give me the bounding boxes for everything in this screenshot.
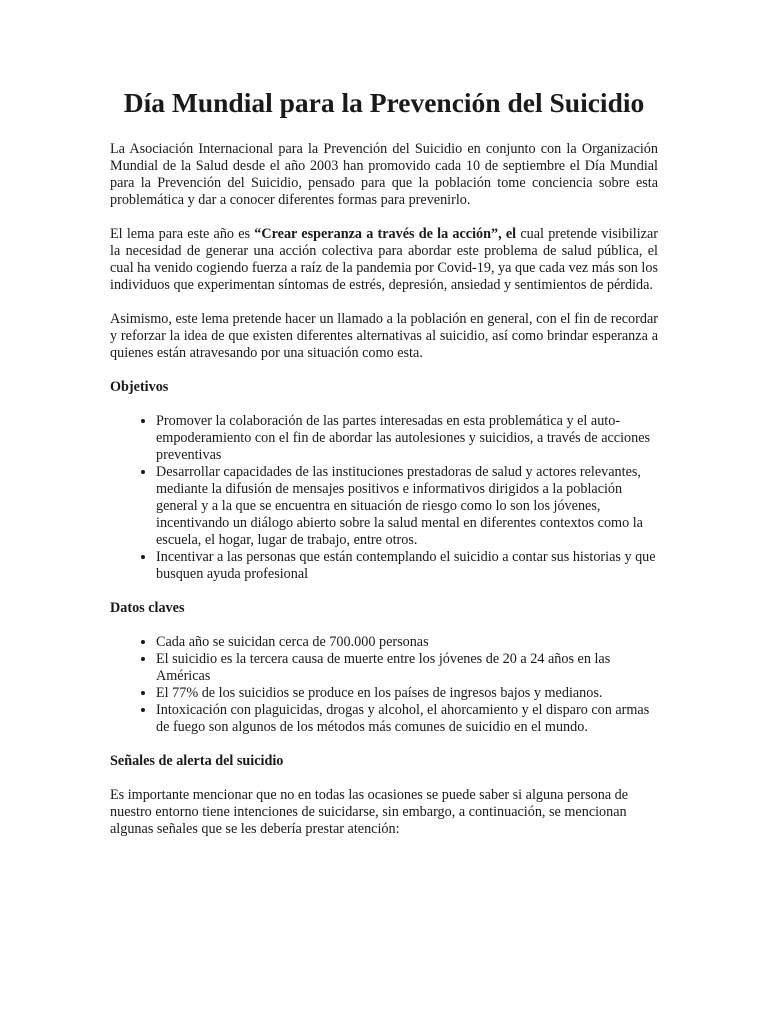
list-item: • El 77% de los suicidios se produce en los países de ingresos bajos y medianos. [156,685,658,702]
lema-text-after: cual pretende visibilizar la necesidad de generar una acción colectiva para abordar este problema de salud pública, el cual ha venido cogiendo fuerza a raíz de la pandemia por Covid-19, ya que cada vez más son los individuos que experimentan síntomas de estrés, depresión, ansiedad y sentimientos de pérdida. [110,226,658,293]
asimismo-paragraph: Asimismo, este lema pretende hacer un llamado a la población en general, con el fin de recordar y reforzar la idea de que existen diferentes alternativas al suicidio, así como brindar esperanza a quienes están atravesando por una situación como esta. [110,311,658,361]
list-item: • Cada año se suicidan cerca de 700.000 personas [156,634,658,651]
datos-claves-list [110,634,658,736]
list-item: • Desarrollar capacidades de las instituciones prestadoras de salud y actores relevantes, mediante la difusión de mensajes positivos e informativos dirigidos a la población general y a la que se encuentra en situación de riesgo como lo son los jóvenes, incentivando un diálogo abierto sobre la salud mental en diferentes contextos como la escuela, el hogar, lugar de trabajo, entre otros. [156,464,658,549]
list-item: • Intoxicación con plaguicidas, drogas y alcohol, el ahorcamiento y el disparo con armas de fuego son algunos de los métodos más comunes de suicidio en el mundo. [156,702,658,736]
list-item: • Incentivar a las personas que están contemplando el suicidio a contar sus historias y que busquen ayuda profesional [156,549,658,583]
list-item: • Promover la colaboración de las partes interesadas en esta problemática y el auto- empoderamiento con el fin de abordar las autolesiones y suicidios, a través de acciones preventivas [156,413,658,464]
senales-heading: Señales de alerta del suicidio [110,753,284,769]
lema-paragraph [110,226,658,294]
intro-paragraph: La Asociación Internacional para la Prevención del Suicidio en conjunto con la Organización Mundial de la Salud desde el año 2003 han promovido cada 10 de septiembre el Día Mundial para la Prevención del Suicidio, pensado para que la población tome conciencia sobre esta problemática y dar a conocer diferentes formas para prevenirlo. [110,141,658,208]
objetivos-list [110,413,658,583]
document-title: Día Mundial para la Prevención del Suicidio [123,87,645,118]
datos-claves-heading: Datos claves [110,600,185,616]
lema-text-before: El lema para este año es [110,226,255,242]
document-page [110,86,658,855]
lema-bold-text: “Crear esperanza a través de la acción”, el [254,226,517,242]
list-item: • El suicidio es la tercera causa de muerte entre los jóvenes de 20 a 24 años en las Américas [156,651,658,685]
objetivos-heading: Objetivos [110,379,169,395]
senales-paragraph: Es importante mencionar que no en todas las ocasiones se puede saber si alguna persona de nuestro entorno tiene intenciones de suicidarse, sin embargo, a continuación, se mencionan algunas señales que se les debería prestar atención: [110,787,629,837]
